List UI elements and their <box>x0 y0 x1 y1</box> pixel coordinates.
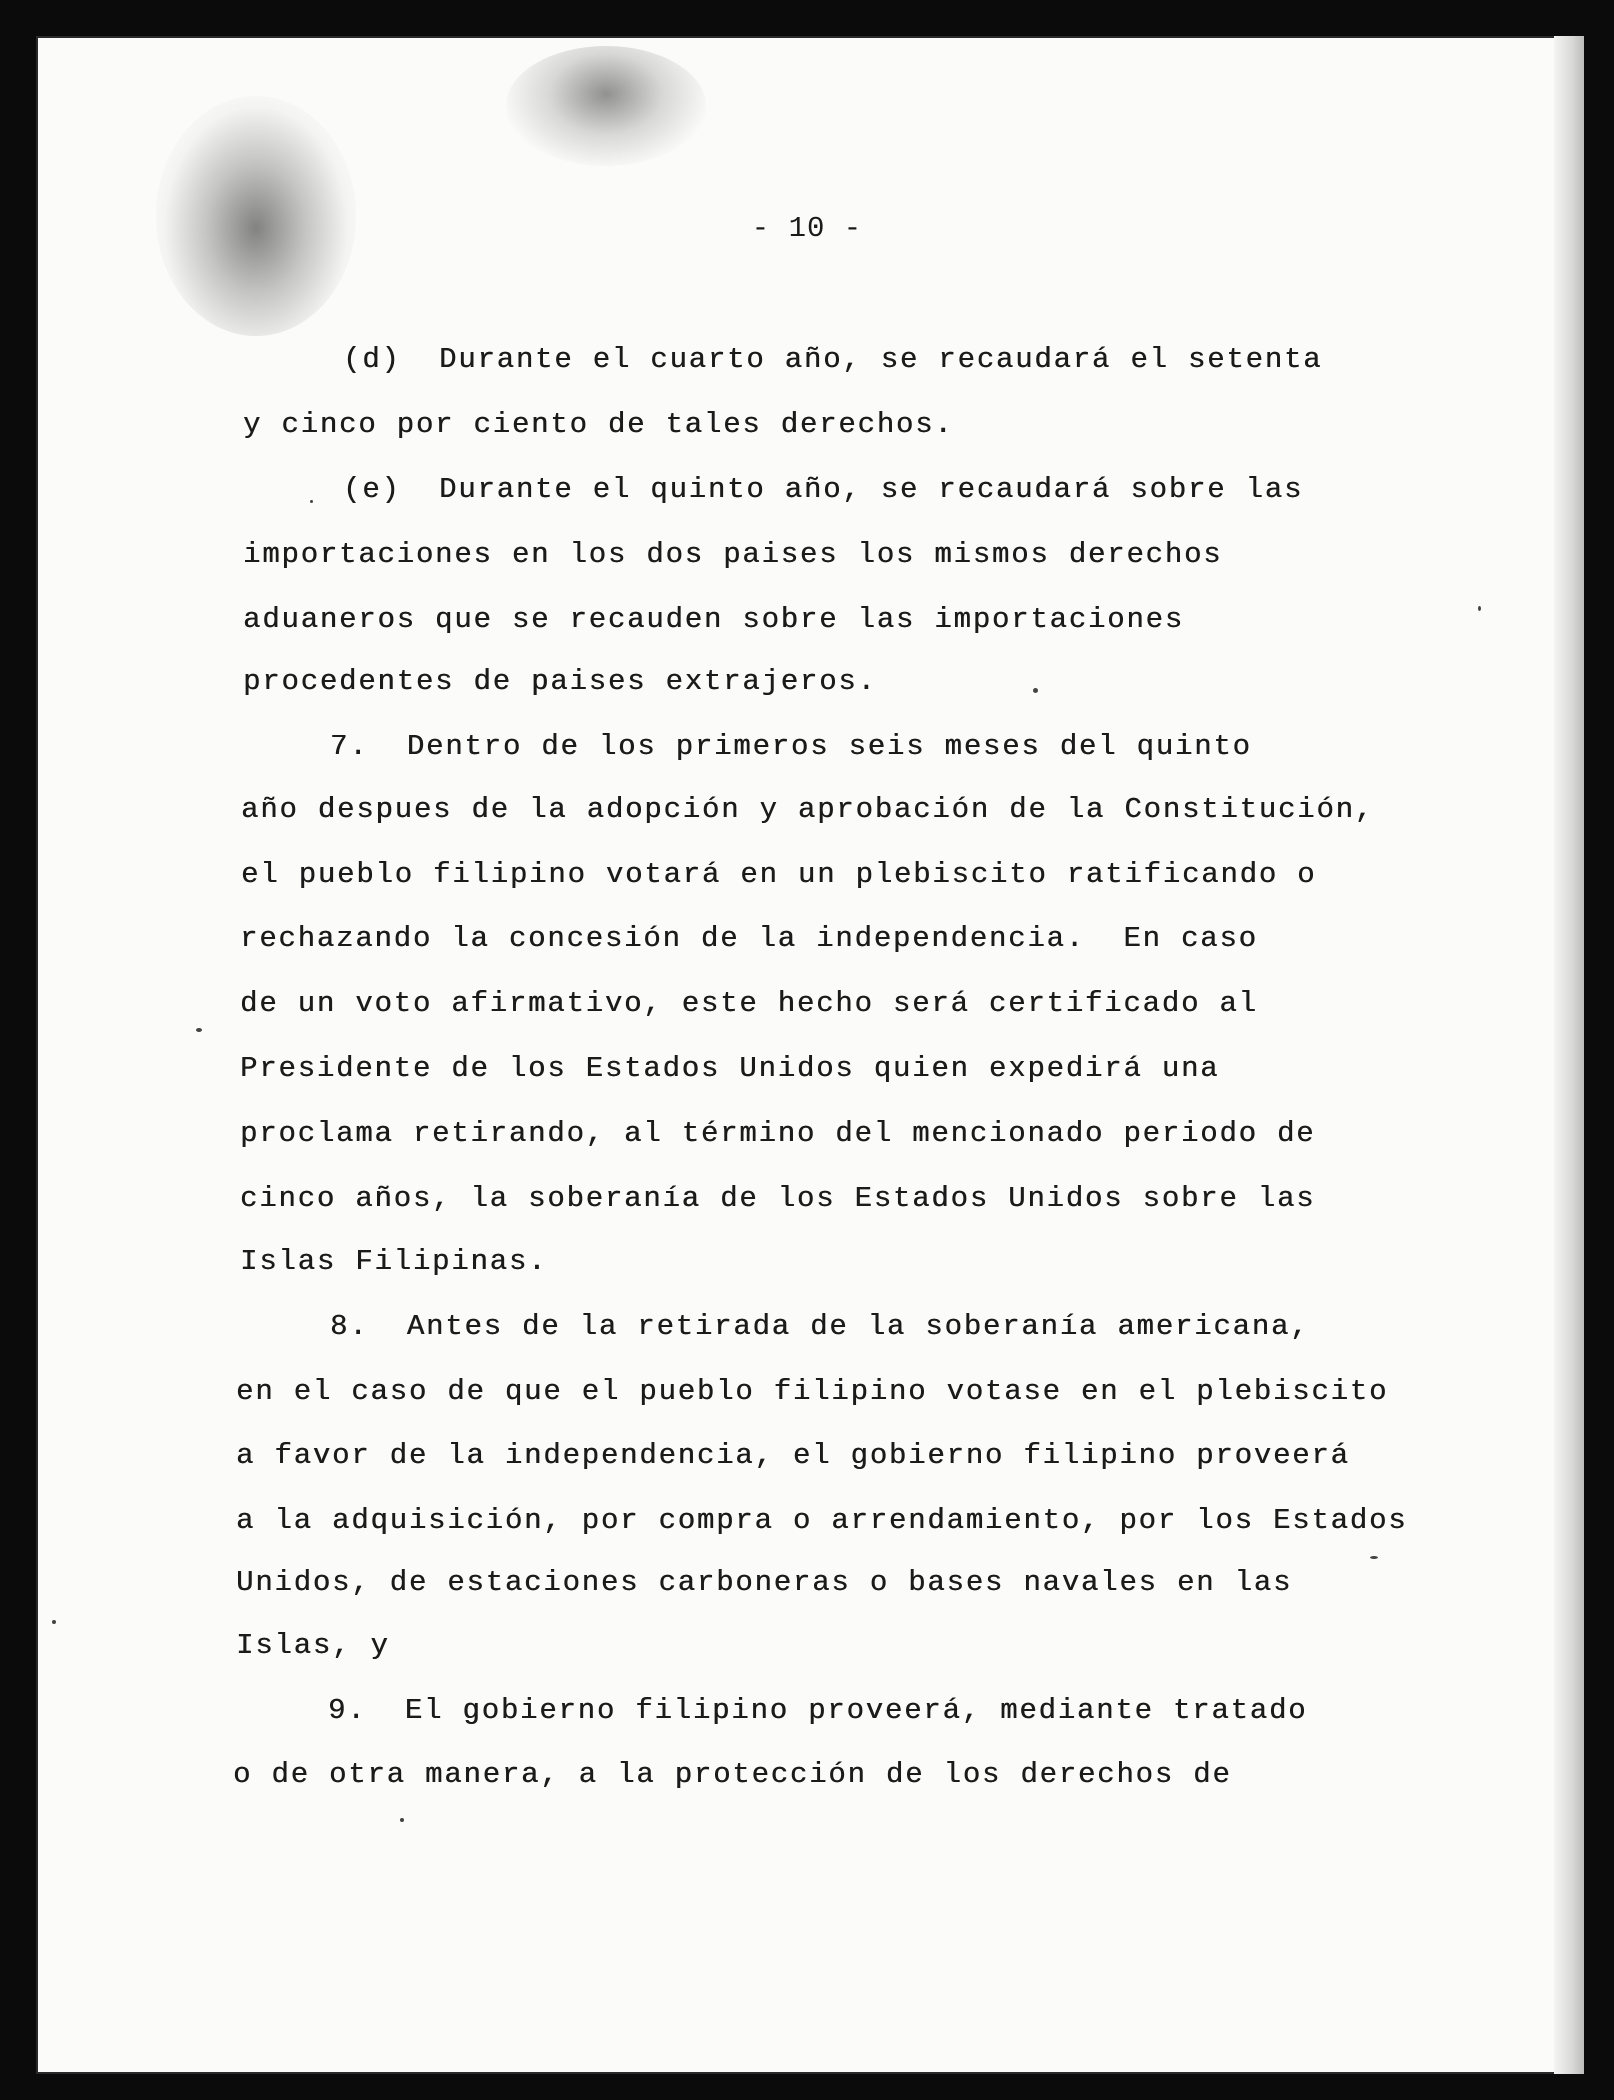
text-line: año despues de la adopción y aprobación de la Constitución, <box>241 793 1374 826</box>
ink-speck <box>52 1620 56 1624</box>
text-line: el pueblo filipino votará en un plebiscito ratificando o <box>241 858 1317 891</box>
ink-speck <box>310 500 313 503</box>
ink-speck <box>400 1818 404 1822</box>
text-line: rechazando la concesión de la independencia. En caso <box>240 922 1258 955</box>
text-line: 9. El gobierno filipino proveerá, mediante tratado <box>328 1694 1308 1727</box>
text-line: proclama retirando, al término del mencionado periodo de <box>240 1117 1316 1150</box>
text-line: Islas Filipinas. <box>240 1245 548 1278</box>
text-line: importaciones en los dos paises los mismos derechos <box>243 538 1223 571</box>
text-line: aduaneros que se recauden sobre las importaciones <box>243 603 1184 636</box>
text-line: y cinco por ciento de tales derechos. <box>243 408 954 441</box>
ink-speck <box>196 1028 202 1032</box>
ink-speck <box>1478 606 1481 611</box>
page-number: - 10 - <box>751 212 863 245</box>
text-line: (e) Durante el quinto año, se recaudará sobre las <box>343 473 1304 506</box>
ink-speck <box>1033 688 1038 693</box>
text-line: Islas, y <box>236 1629 390 1662</box>
text-line: a favor de la independencia, el gobierno filipino proveerá <box>236 1439 1350 1472</box>
text-line: de un voto afirmativo, este hecho será certificado al <box>240 987 1258 1020</box>
text-line: a la adquisición, por compra o arrendamiento, por los Estados <box>236 1504 1408 1537</box>
text-line: (d) Durante el cuarto año, se recaudará el setenta <box>343 343 1323 376</box>
text-line: o de otra manera, a la protección de los derechos de <box>233 1758 1232 1791</box>
ink-speck <box>1370 1556 1378 1559</box>
text-line: en el caso de que el pueblo filipino votase en el plebiscito <box>236 1375 1389 1408</box>
page-edge-shadow <box>1554 36 1584 2074</box>
text-line: cinco años, la soberanía de los Estados Unidos sobre las <box>240 1182 1316 1215</box>
text-line: Presidente de los Estados Unidos quien expedirá una <box>240 1052 1220 1085</box>
text-line: 8. Antes de la retirada de la soberanía americana, <box>330 1310 1310 1343</box>
text-line: procedentes de paises extrajeros. <box>243 665 877 698</box>
text-line: 7. Dentro de los primeros seis meses del quinto <box>330 730 1252 763</box>
ink-smudge <box>506 46 706 166</box>
text-line: Unidos, de estaciones carboneras o bases navales en las <box>236 1566 1293 1599</box>
